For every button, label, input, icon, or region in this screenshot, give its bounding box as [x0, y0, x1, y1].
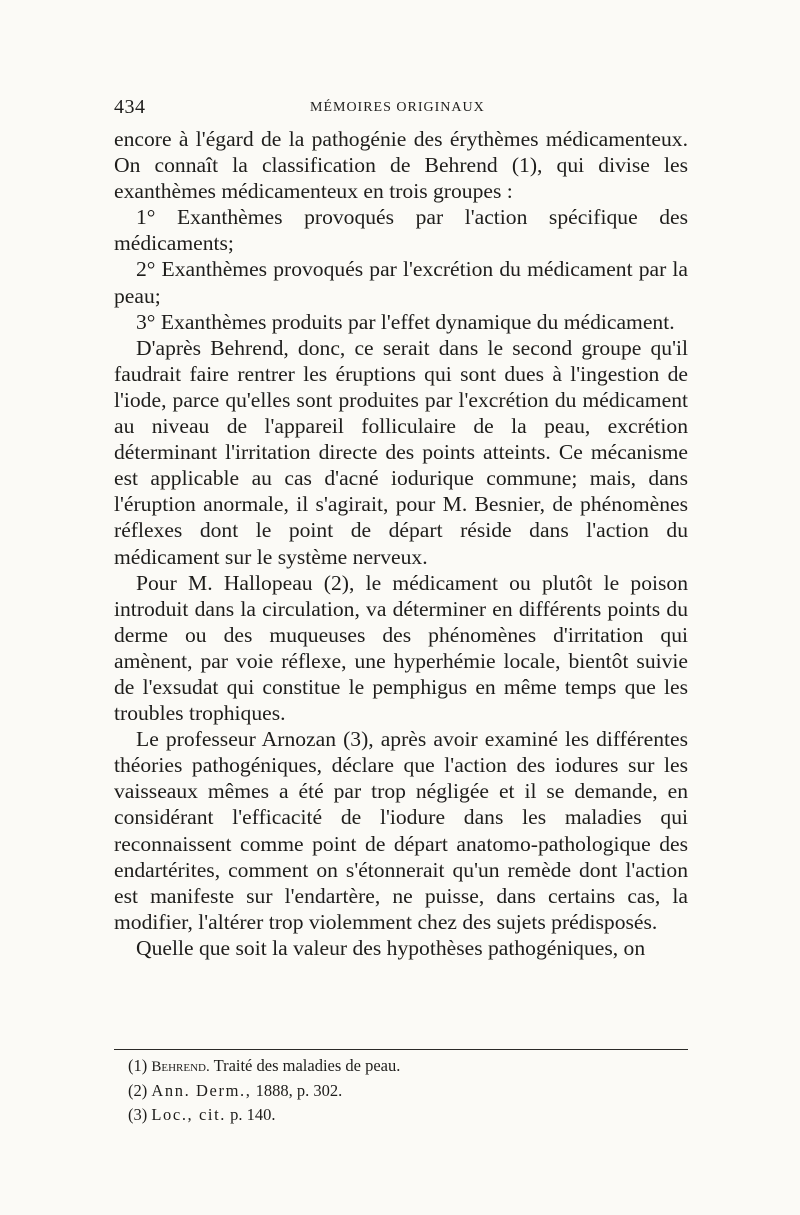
- body-text: [114, 126, 688, 961]
- page-number: 434: [114, 96, 146, 118]
- footnotes: [128, 1054, 668, 1127]
- footnote-rule: [114, 1049, 688, 1050]
- paragraph-behrend: D'après Behrend, donc, ce serait dans le second groupe qu'il faudrait faire rentrer les éruptions qui sont dues à l'ingestion de l'iode, parce qu'elles sont produites par l'excrétion du médicament au niveau de l'appareil folliculaire de la peau, excrétion déterminant l'irritation directe des points atteints. Ce mécanisme est applicable au cas d'acné iodurique commune; mais, dans l'éruption anormale, il s'agirait, pour M. Besnier, de phénomènes réflexes dont le point de départ réside dans l'action du médicament sur le système nerveux.: [114, 335, 688, 569]
- footnote-marker: (1): [128, 1056, 148, 1075]
- footnote-text: Traité des maladies de peau.: [209, 1056, 401, 1075]
- footnote-text: p. 140.: [226, 1105, 276, 1124]
- footnote-reference: Loc., cit.: [151, 1105, 227, 1124]
- paragraph-arnozan: Le professeur Arnozan (3), après avoir examiné les différentes théories pathogéniques, déclare que l'action des iodures sur les vaisseaux mêmes a été par trop négligée et il se demande, en considérant l'efficacité de l'iodure dans les maladies qui reconnaissent comme point de départ anatomo-pathologique des endartérites, comment on s'étonnerait qu'un remède dont l'action est manifeste sur l'endartère, ne puisse, dans certains cas, la modifier, l'altérer trop violemment chez des sujets prédisposés.: [114, 727, 688, 934]
- list-item-group-3: 3° Exanthèmes produits par l'effet dynamique du médicament.: [136, 309, 675, 334]
- footnote-marker: (2): [128, 1081, 148, 1100]
- footnote: [128, 1079, 668, 1103]
- footnote-text: 1888, p. 302.: [251, 1081, 343, 1100]
- paragraph-hallopeau: Pour M. Hallopeau (2), le médicament ou plutôt le poison introduit dans la circulation, va déterminer en différents points du derme ou des muqueuses des phénomènes d'irritation qui amènent, par voie réflexe, une hyperhémie locale, bientôt suivie de l'exsudat qui constitue le pemphigus en même temps que les troubles trophiques.: [114, 570, 688, 726]
- footnote-reference: Ann. Derm.,: [151, 1081, 252, 1100]
- paragraph-continuation: encore à l'égard de la pathogénie des érythèmes médicamenteux. On connaît la classification de Behrend (1), qui divise les exanthèmes médicamenteux en trois groupes :: [114, 127, 688, 204]
- list-item-group-2: 2° Exanthèmes provoqués par l'excrétion du médicament par la peau;: [114, 257, 688, 308]
- list-item-group-1: 1° Exanthèmes provoqués par l'action spécifique des médicaments;: [114, 205, 688, 256]
- footnote: [128, 1103, 668, 1127]
- footnote: [128, 1054, 668, 1079]
- running-head: MÉMOIRES ORIGINAUX: [310, 100, 485, 115]
- page-header: [114, 96, 688, 122]
- footnote-author: Behrend.: [151, 1059, 210, 1075]
- footnote-marker: (3): [128, 1105, 148, 1124]
- paragraph-final: Quelle que soit la valeur des hypothèses pathogéniques, on: [136, 935, 646, 960]
